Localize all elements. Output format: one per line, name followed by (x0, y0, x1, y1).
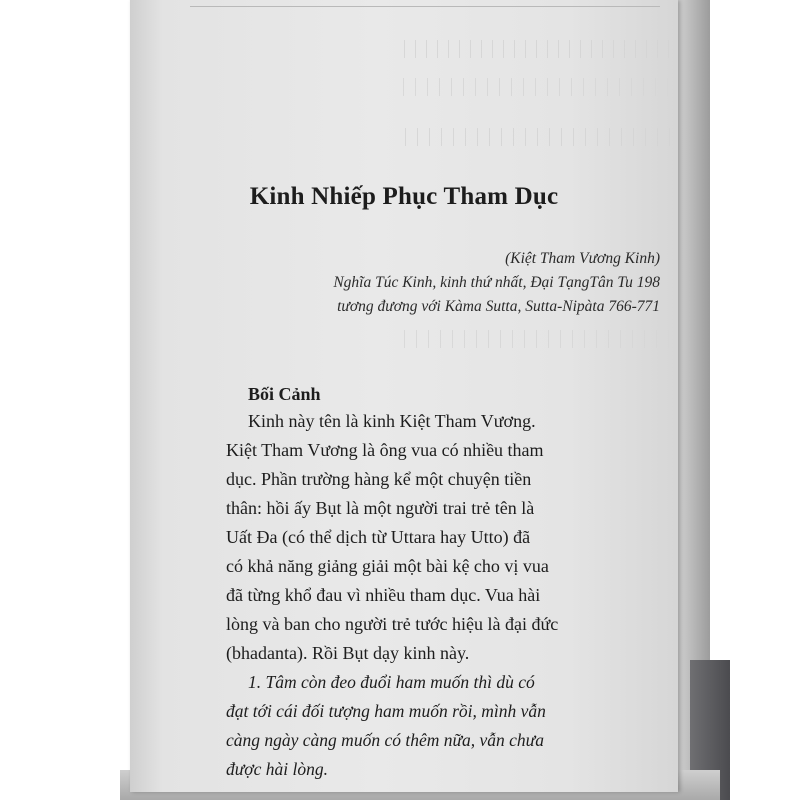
body-line: Kiệt Tham Vương là ông vua có nhiều tham (226, 440, 544, 460)
body-line: thân: hồi ấy Bụt là một người trai trẻ tên là (226, 498, 535, 518)
verse-line: đạt tới cái đối tượng ham muốn rồi, mình vẫn (226, 701, 546, 721)
book-page (130, 0, 678, 792)
subtitle-line: Nghĩa Túc Kinh, kinh thứ nhất, Đại TạngTân Tu 198 (333, 274, 660, 291)
show-through-texture (398, 40, 678, 58)
body-line: Kinh này tên là kinh Kiệt Tham Vương. (248, 411, 536, 431)
body-line: đã từng khổ đau vì nhiều tham dục. Vua hài (226, 585, 541, 605)
subtitle-line: (Kiệt Tham Vương Kinh) (505, 250, 660, 267)
body-line: Uất Đa (có thể dịch từ Uttara hay Utto) đã (226, 527, 531, 547)
body-line: (bhadanta). Rồi Bụt dạy kinh này. (226, 643, 470, 663)
header-rule (190, 6, 660, 7)
section-heading: Bối Cảnh (248, 384, 321, 404)
verse-line: được hài lòng. (226, 759, 329, 779)
show-through-texture (398, 330, 678, 348)
body-line: có khả năng giảng giải một bài kệ cho vị vua (226, 556, 549, 576)
subtitle-line: tương đương với Kàma Sutta, Sutta-Nipàta 766-771 (337, 298, 660, 315)
show-through-texture (398, 128, 678, 146)
show-through-texture (398, 78, 678, 96)
verse-line: càng ngày càng muốn có thêm nữa, vẫn chưa (226, 730, 544, 750)
chapter-title: Kinh Nhiếp Phục Tham Dục (249, 183, 559, 210)
body-line: lòng và ban cho người trẻ tước hiệu là đại đức (226, 614, 559, 634)
body-line: dục. Phần trường hàng kể một chuyện tiền (226, 469, 532, 489)
verse-line: 1. Tâm còn đeo đuổi ham muốn thì dù có (248, 672, 535, 692)
